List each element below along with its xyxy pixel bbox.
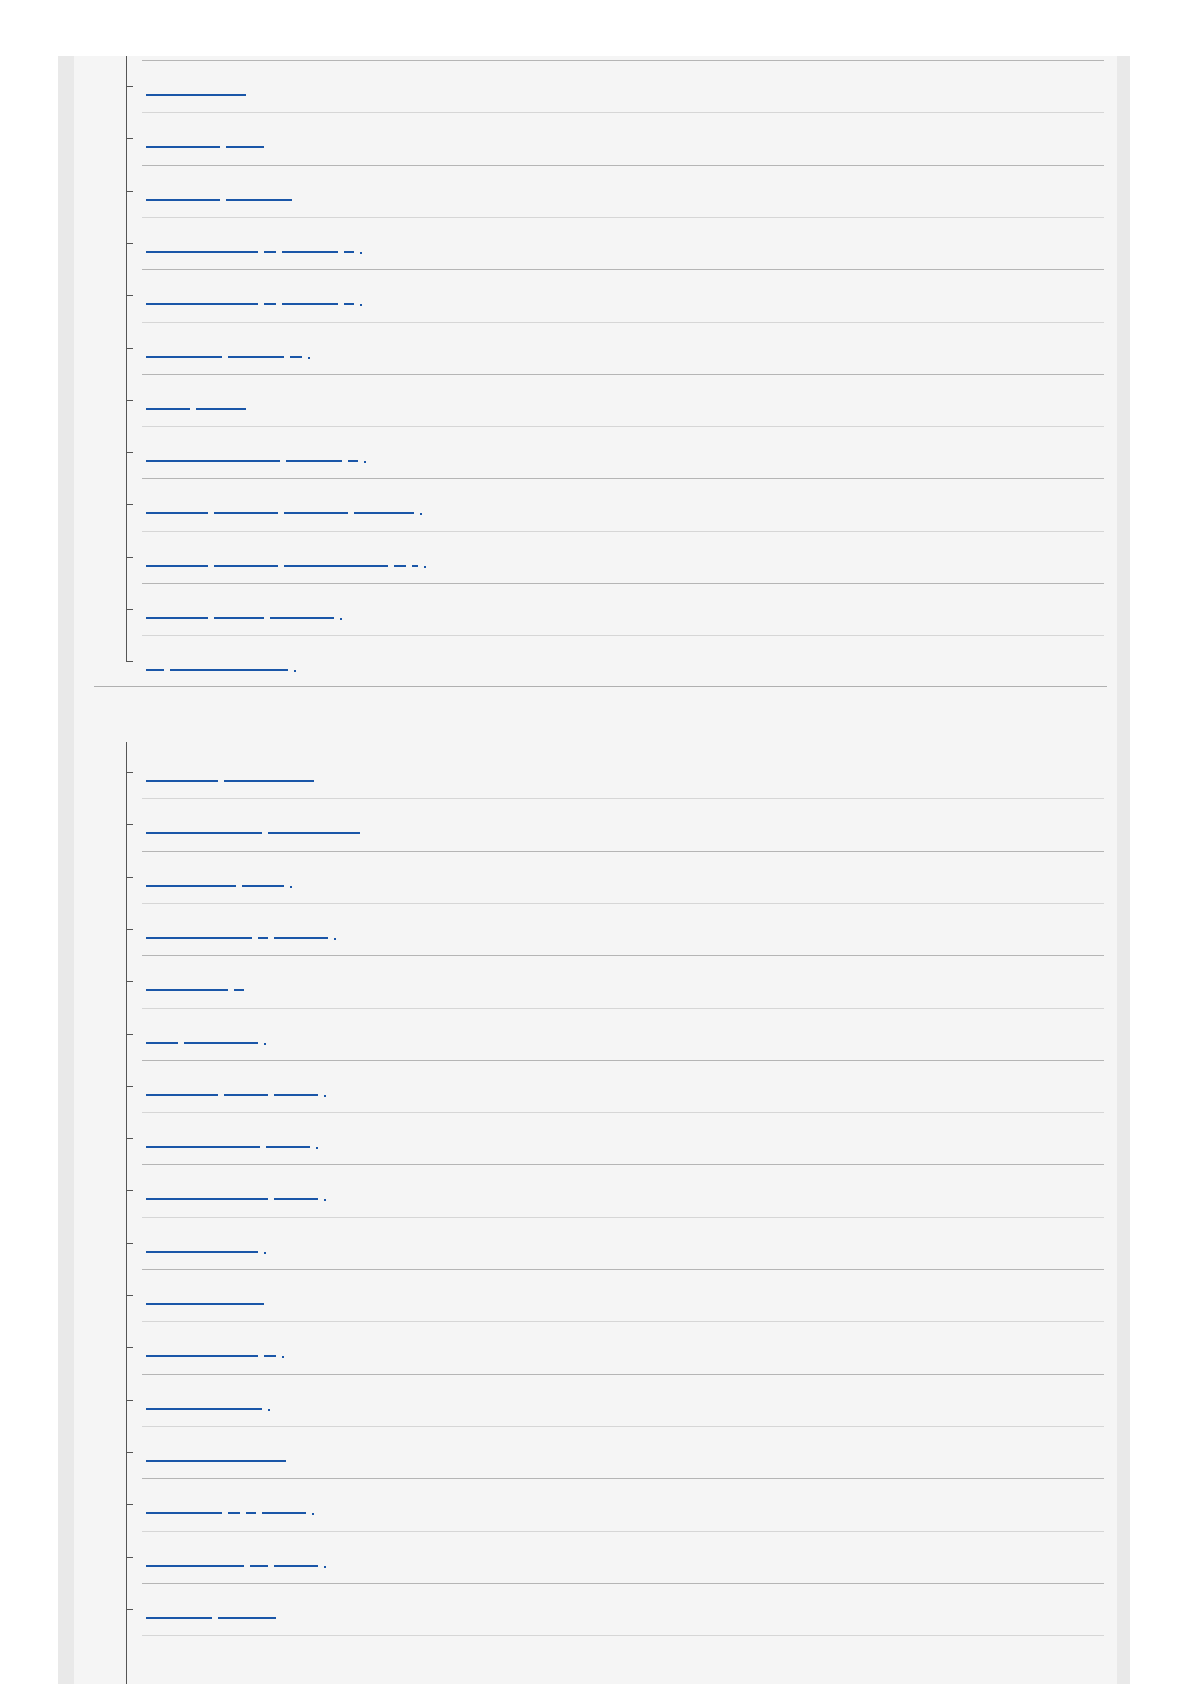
link-underline-segment bbox=[146, 937, 252, 939]
toc-list-item bbox=[126, 1218, 1104, 1270]
link-underline-segment bbox=[270, 617, 334, 619]
tree-branch-tick bbox=[126, 1243, 133, 1244]
toc-link[interactable] bbox=[146, 1289, 270, 1291]
toc-list-item bbox=[126, 852, 1104, 904]
tree-branch-tick bbox=[126, 929, 133, 930]
link-underline-segment bbox=[196, 408, 246, 410]
toc-list-item bbox=[126, 1165, 1104, 1217]
link-underline-segment bbox=[146, 1094, 218, 1096]
link-trailing-dot bbox=[324, 1095, 326, 1097]
link-underline-segment bbox=[146, 1303, 264, 1305]
toc-list-item bbox=[126, 1532, 1104, 1584]
toc-link[interactable] bbox=[146, 1394, 270, 1396]
link-underline-segment bbox=[246, 1512, 256, 1514]
link-trailing-dot bbox=[312, 1513, 314, 1515]
toc-link[interactable] bbox=[146, 1184, 326, 1186]
link-underline-segment bbox=[264, 1355, 276, 1357]
toc-link[interactable] bbox=[146, 342, 310, 344]
toc-link[interactable] bbox=[146, 923, 336, 925]
tree-branch-tick bbox=[126, 772, 133, 773]
link-underline-segment bbox=[146, 94, 246, 96]
link-trailing-dot bbox=[420, 513, 422, 515]
link-underline-segment bbox=[146, 989, 228, 991]
toc-link[interactable] bbox=[146, 132, 270, 134]
toc-link[interactable] bbox=[146, 975, 250, 977]
link-underline-segment bbox=[226, 146, 264, 148]
link-trailing-dot bbox=[340, 618, 342, 620]
link-underline-segment bbox=[146, 832, 262, 834]
toc-list-item bbox=[126, 375, 1104, 427]
toc-list-item bbox=[126, 1375, 1104, 1427]
tree-branch-tick bbox=[126, 1295, 133, 1296]
link-underline-segment bbox=[284, 512, 348, 514]
link-underline-segment bbox=[146, 669, 164, 671]
link-underline-segment bbox=[250, 1565, 268, 1567]
link-underline-segment bbox=[274, 937, 328, 939]
link-underline-segment bbox=[146, 251, 258, 253]
link-underline-segment bbox=[146, 1146, 260, 1148]
toc-link[interactable] bbox=[146, 1446, 292, 1448]
link-underline-segment bbox=[266, 1146, 310, 1148]
toc-link[interactable] bbox=[146, 603, 342, 605]
link-trailing-dot bbox=[334, 938, 336, 940]
link-trailing-dot bbox=[264, 1043, 266, 1045]
link-trailing-dot bbox=[424, 566, 426, 568]
content-panel bbox=[74, 56, 1117, 1684]
row-divider bbox=[142, 1635, 1104, 1636]
toc-link[interactable] bbox=[146, 185, 298, 187]
link-underline-segment bbox=[354, 512, 414, 514]
link-underline-segment bbox=[146, 885, 236, 887]
link-underline-segment bbox=[146, 1565, 244, 1567]
toc-list-item bbox=[126, 636, 1104, 688]
toc-list-item bbox=[126, 747, 1104, 799]
tree-branch-tick bbox=[126, 824, 133, 825]
toc-link[interactable] bbox=[146, 1028, 266, 1030]
link-underline-segment bbox=[184, 1042, 258, 1044]
link-underline-segment bbox=[286, 460, 342, 462]
tree-branch-tick bbox=[126, 877, 133, 878]
link-underline-segment bbox=[214, 512, 278, 514]
link-trailing-dot bbox=[290, 886, 292, 888]
link-underline-segment bbox=[146, 356, 222, 358]
tree-branch-tick bbox=[126, 1452, 133, 1453]
link-underline-segment bbox=[268, 832, 360, 834]
tree-branch-tick bbox=[126, 557, 133, 558]
link-underline-segment bbox=[146, 565, 208, 567]
link-underline-segment bbox=[264, 303, 276, 305]
link-underline-segment bbox=[214, 617, 264, 619]
tree-branch-tick bbox=[126, 400, 133, 401]
toc-link[interactable] bbox=[146, 1132, 318, 1134]
toc-list-item bbox=[126, 323, 1104, 375]
link-underline-segment bbox=[228, 1512, 240, 1514]
toc-link[interactable] bbox=[146, 766, 320, 768]
link-underline-segment bbox=[146, 1251, 258, 1253]
toc-list-item bbox=[126, 1584, 1104, 1636]
toc-list-item bbox=[126, 427, 1104, 479]
link-underline-segment bbox=[344, 251, 354, 253]
link-underline-segment bbox=[228, 356, 284, 358]
toc-link[interactable] bbox=[146, 1498, 314, 1500]
link-underline-segment bbox=[224, 1094, 268, 1096]
link-trailing-dot bbox=[308, 357, 310, 359]
link-trailing-dot bbox=[268, 1409, 270, 1411]
link-underline-segment bbox=[146, 199, 220, 201]
link-underline-segment bbox=[214, 565, 278, 567]
toc-list-item bbox=[126, 1061, 1104, 1113]
section-divider bbox=[94, 686, 1107, 687]
tree-branch-tick bbox=[126, 981, 133, 982]
link-underline-segment bbox=[282, 251, 338, 253]
toc-list-item bbox=[126, 61, 1104, 113]
tree-branch-tick bbox=[126, 504, 133, 505]
tree-branch-tick bbox=[126, 1347, 133, 1348]
link-underline-segment bbox=[394, 565, 406, 567]
link-trailing-dot bbox=[324, 1566, 326, 1568]
toc-link[interactable] bbox=[146, 237, 362, 239]
toc-link[interactable] bbox=[146, 818, 366, 820]
link-trailing-dot bbox=[316, 1147, 318, 1149]
tree-branch-tick bbox=[126, 1557, 133, 1558]
toc-link[interactable] bbox=[146, 394, 252, 396]
link-underline-segment bbox=[146, 408, 190, 410]
tree-branch-tick bbox=[126, 348, 133, 349]
toc-list-item bbox=[126, 166, 1104, 218]
tree-branch-tick bbox=[126, 1034, 133, 1035]
link-underline-segment bbox=[290, 356, 302, 358]
tree-branch-tick bbox=[126, 295, 133, 296]
toc-link[interactable] bbox=[146, 446, 366, 448]
link-underline-segment bbox=[274, 1565, 318, 1567]
tree-branch-tick bbox=[126, 86, 133, 87]
toc-list-item bbox=[126, 113, 1104, 165]
link-underline-segment bbox=[146, 1042, 178, 1044]
link-underline-segment bbox=[242, 885, 284, 887]
link-trailing-dot bbox=[294, 670, 296, 672]
toc-link[interactable] bbox=[146, 871, 292, 873]
link-underline-segment bbox=[264, 251, 276, 253]
link-underline-segment bbox=[146, 617, 208, 619]
toc-list-item bbox=[126, 270, 1104, 322]
link-underline-segment bbox=[284, 565, 388, 567]
tree-branch-tick bbox=[126, 1086, 133, 1087]
toc-list-item bbox=[126, 532, 1104, 584]
tree-branch-tick bbox=[126, 138, 133, 139]
link-trailing-dot bbox=[360, 304, 362, 306]
link-underline-segment bbox=[224, 780, 314, 782]
tree-branch-tick bbox=[126, 609, 133, 610]
link-underline-segment bbox=[146, 303, 258, 305]
link-underline-segment bbox=[146, 1355, 258, 1357]
link-underline-segment bbox=[412, 565, 418, 567]
toc-list-item bbox=[126, 799, 1104, 851]
link-underline-segment bbox=[146, 1617, 212, 1619]
toc-link[interactable] bbox=[146, 1237, 266, 1239]
link-trailing-dot bbox=[264, 1252, 266, 1254]
toc-list-item bbox=[126, 1427, 1104, 1479]
toc-list-item bbox=[126, 218, 1104, 270]
link-underline-segment bbox=[146, 512, 208, 514]
link-underline-segment bbox=[146, 780, 218, 782]
link-underline-segment bbox=[146, 146, 220, 148]
toc-link[interactable] bbox=[146, 289, 362, 291]
link-underline-segment bbox=[226, 199, 292, 201]
toc-link[interactable] bbox=[146, 1341, 284, 1343]
link-underline-segment bbox=[274, 1198, 318, 1200]
toc-link[interactable] bbox=[146, 1551, 326, 1553]
toc-link[interactable] bbox=[146, 498, 422, 500]
toc-list-item bbox=[126, 1009, 1104, 1061]
tree-branch-tick bbox=[126, 661, 133, 662]
toc-link[interactable] bbox=[146, 1603, 282, 1605]
toc-list-item bbox=[126, 584, 1104, 636]
link-underline-segment bbox=[282, 303, 338, 305]
toc-list-item bbox=[126, 479, 1104, 531]
tree-branch-tick bbox=[126, 1504, 133, 1505]
link-underline-segment bbox=[274, 1094, 318, 1096]
link-underline-segment bbox=[146, 1512, 222, 1514]
link-trailing-dot bbox=[360, 252, 362, 254]
link-underline-segment bbox=[262, 1512, 306, 1514]
link-underline-segment bbox=[234, 989, 244, 991]
toc-list-item bbox=[126, 1479, 1104, 1531]
tree-branch-tick bbox=[126, 191, 133, 192]
toc-link[interactable] bbox=[146, 655, 296, 657]
toc-link[interactable] bbox=[146, 1080, 326, 1082]
link-underline-segment bbox=[146, 460, 280, 462]
tree-branch-tick bbox=[126, 1400, 133, 1401]
toc-list-item bbox=[126, 1113, 1104, 1165]
link-underline-segment bbox=[348, 460, 358, 462]
toc-link[interactable] bbox=[146, 551, 426, 553]
toc-list-item bbox=[126, 956, 1104, 1008]
toc-list-item bbox=[126, 904, 1104, 956]
link-underline-segment bbox=[170, 669, 288, 671]
link-underline-segment bbox=[258, 937, 268, 939]
link-underline-segment bbox=[146, 1408, 262, 1410]
link-underline-segment bbox=[146, 1460, 286, 1462]
link-trailing-dot bbox=[364, 461, 366, 463]
toc-link[interactable] bbox=[146, 80, 252, 82]
link-underline-segment bbox=[344, 303, 354, 305]
tree-branch-tick bbox=[126, 1609, 133, 1610]
link-trailing-dot bbox=[324, 1199, 326, 1201]
link-underline-segment bbox=[146, 1198, 268, 1200]
toc-list-item bbox=[126, 1322, 1104, 1374]
toc-list-item bbox=[126, 1270, 1104, 1322]
tree-branch-tick bbox=[126, 1138, 133, 1139]
tree-branch-tick bbox=[126, 1190, 133, 1191]
tree-branch-tick bbox=[126, 243, 133, 244]
tree-branch-tick bbox=[126, 452, 133, 453]
link-underline-segment bbox=[218, 1617, 276, 1619]
link-trailing-dot bbox=[282, 1356, 284, 1358]
